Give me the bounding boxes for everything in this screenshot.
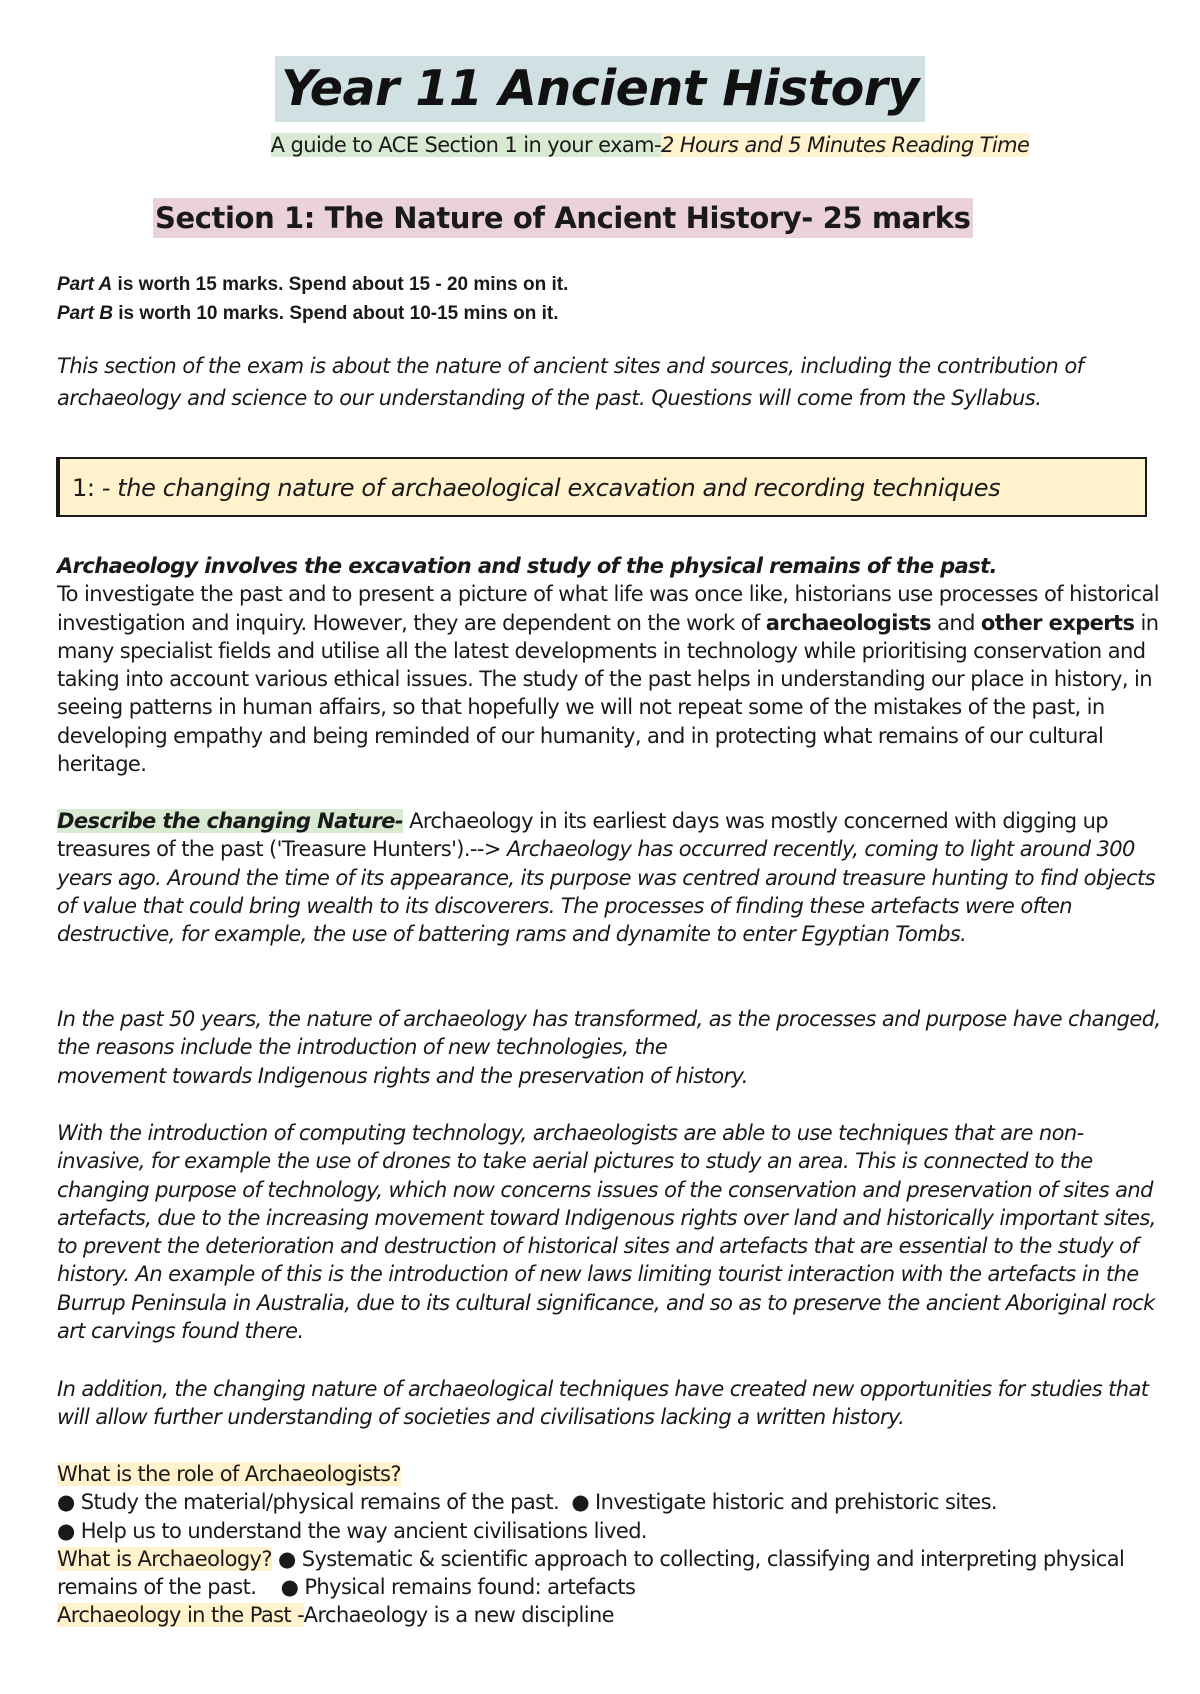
paragraph-text: in many specialist fields and utilise all the latest developments in technology while prioritising conservation and taking into account various ethical issues. The study of the past helps in understanding our place in history, in seeing patterns in human affairs, so that hopefully we will not repeat some of the mistakes of the past, in developing empathy and being reminded of our humanity, and in protecting what remains of our cultural heritage. xyxy=(57,610,1159,777)
bullet-icon: ● xyxy=(57,1518,75,1543)
notes-line xyxy=(57,1488,1167,1516)
bullet-icon: ● xyxy=(280,1575,299,1600)
part-b-label: Part B xyxy=(57,303,113,324)
bullet-icon: ● xyxy=(57,1490,75,1515)
section-heading: Section 1: The Nature of Ancient History- 25 marks xyxy=(153,198,973,238)
parts-info xyxy=(57,270,568,328)
paragraph-changing-nature xyxy=(57,807,1167,948)
page-title: Year 11 Ancient History xyxy=(275,56,925,122)
notes-section xyxy=(57,1460,1167,1630)
changing-nature-label: Describe the changing Nature- xyxy=(57,809,403,833)
paragraph-text: Archaeology in its earliest days was mostly concerned with digging up treasures of the past ('Treasure Hunters').--> xyxy=(57,809,1109,862)
notes-line xyxy=(57,1517,1167,1545)
part-a-label: Part A xyxy=(57,274,113,295)
bullet-icon: ● xyxy=(571,1490,590,1515)
intro-paragraph: This section of the exam is about the nature of ancient sites and sources, including the contribution of archaeology and science to our understanding of the past. Questions will come from the Syllabus. xyxy=(57,354,1084,410)
bullet-text: Help us to understand the way ancient civilisations lived. xyxy=(80,1518,647,1543)
notes-line xyxy=(57,1545,1167,1602)
notes-line xyxy=(57,1460,1167,1488)
part-b-line xyxy=(57,299,568,328)
keyword-archaeologists: archaeologists xyxy=(765,610,932,635)
topic-text: - the changing nature of archaeological excavation and recording techniques xyxy=(101,474,1001,502)
paragraph-line: movement towards Indigenous rights and the preservation of history. xyxy=(57,1063,748,1088)
paragraph-in-addition: In addition, the changing nature of archaeological techniques have created new opportunities for studies that will allow further understanding of societies and civilisations lacking a written history. xyxy=(57,1377,1149,1430)
paragraph-text: and xyxy=(937,610,975,635)
bullet-text: Investigate historic and prehistoric sites. xyxy=(595,1490,997,1515)
question-past: Archaeology in the Past - xyxy=(57,1603,304,1628)
question-archaeology: What is Archaeology? xyxy=(57,1546,272,1571)
bullet-text: Physical remains found: artefacts xyxy=(304,1575,636,1600)
paragraph-text: To investigate the past and to present a picture of what life was once like, historians use processes of historical investigation and inquiry. However, they are dependent on the work of xyxy=(57,582,1159,635)
paragraph-italic-text: Archaeology has occurred recently, coming to light around 300 years ago. Around the time of its appearance, its purpose was centred around treasure hunting to find objects of value that could bring wealth to its discoverers. The processes of finding these artefacts were often destructive, for example, the use of battering rams and dynamite to enter Egyptian Tombs. xyxy=(57,837,1156,947)
topic-number: 1: xyxy=(72,474,95,502)
paragraph-archaeology xyxy=(57,552,1167,778)
subtitle-time: 2 Hours and 5 Minutes Reading Time xyxy=(661,133,1030,157)
paragraph-past-50-years xyxy=(57,1005,1167,1090)
bullet-icon: ● xyxy=(278,1546,296,1571)
part-a-line xyxy=(57,270,568,299)
subtitle-guide: A guide to ACE Section 1 in your exam- xyxy=(270,133,662,157)
part-a-text: is worth 15 marks. Spend about 15 - 20 mins on it. xyxy=(117,274,569,295)
bullet-text: Study the material/physical remains of the past. xyxy=(80,1490,560,1515)
paragraph-computing-technology: With the introduction of computing technology, archaeologists are able to use techniques that are non-invasive, for example the use of drones to take aerial pictures to study an area. This is connected to the changing purpose of technology, which now concerns issues of the conservation and preservation of sites and artefacts, due to the increasing movement toward Indigenous rights over land and historically important sites, to prevent the deterioration and destruction of historical sites and artefacts that are essential to the study of history. An example of this is the introduction of new laws limiting tourist interaction with the artefacts in the Burrup Peninsula in Australia, due to its cultural significance, and so as to preserve the ancient Aboriginal rock art carvings found there. xyxy=(57,1121,1156,1344)
bullet-text: Archaeology is a new discipline xyxy=(303,1603,615,1628)
bullet-text: Systematic & scientific approach to collecting, classifying and interpreting physical remains of the past. xyxy=(57,1546,1125,1600)
part-b-text: is worth 10 marks. Spend about 10-15 mins on it. xyxy=(118,303,559,324)
title-row xyxy=(0,56,1200,122)
keyword-other-experts: other experts xyxy=(980,610,1135,635)
notes-line xyxy=(57,1601,1167,1629)
paragraph-heading: Archaeology involves the excavation and study of the physical remains of the past. xyxy=(57,554,997,578)
paragraph-line: In the past 50 years, the nature of archaeology has transformed, as the processes and purpose have changed, the reasons include the introduction of new technologies, the xyxy=(57,1007,1161,1060)
question-role: What is the role of Archaeologists? xyxy=(57,1462,401,1486)
subtitle-row xyxy=(0,130,1200,160)
topic-box xyxy=(56,457,1147,517)
